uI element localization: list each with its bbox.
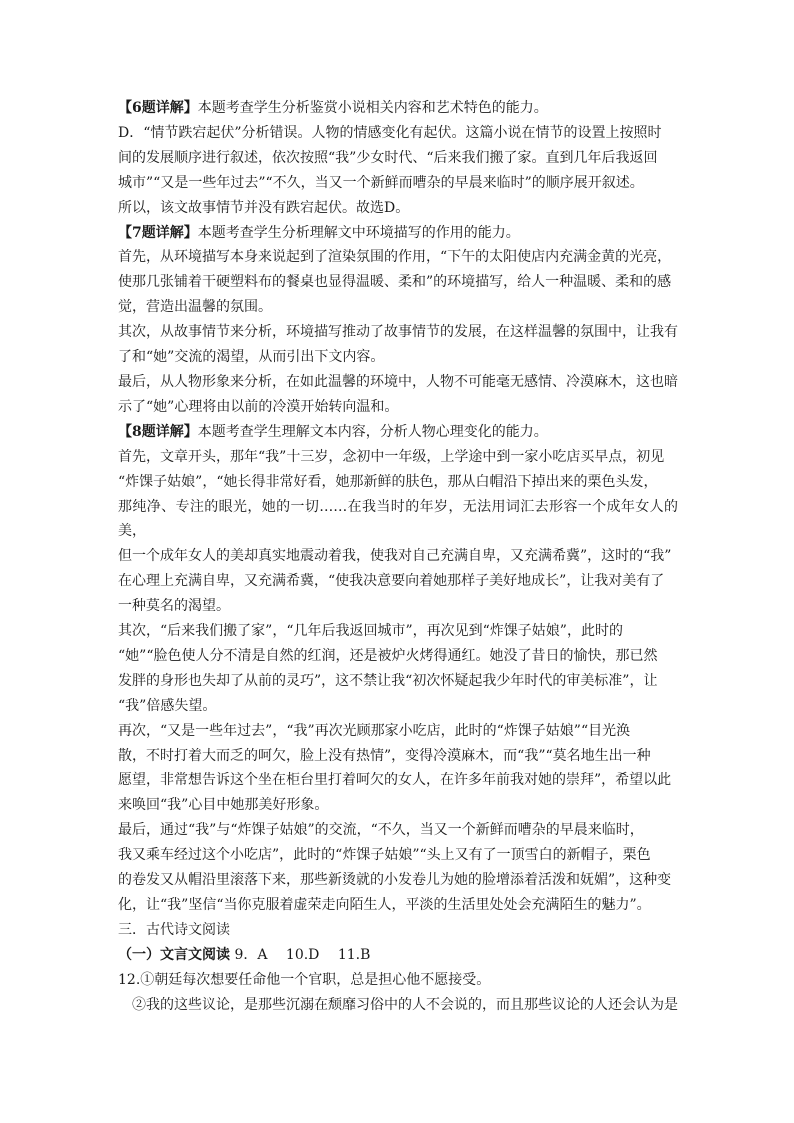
section-3-answers-line (118, 943, 678, 968)
q7-line-2: 使那几张铺着干硬塑料布的餐桌也显得温暖、柔和”的环境描写，给人一种温暖、柔和的感 (118, 274, 672, 291)
q8-line-3: 那纯净、专注的眼光，她的一切……在我当时的年岁，无法用词汇去形容一个成年女人的美， (118, 498, 678, 540)
q7-line-1: 首先，从环境描写本身来说起到了渲染氛围的作用，“下午的太阳使店内充满金黄的光亮， (118, 249, 672, 266)
q8-line-1: 首先，文章开头，那年“我”十三岁，念初中一年级，上学途中到一家小吃店买早点，初见 (118, 448, 665, 465)
q8-line-11: 再次，“又是一些年过去”，“我”再次光顾那家小吃店，此时的“炸馃子姑娘”“目光涣 (118, 722, 631, 739)
q8-line-5: 在心理上充满自卑，又充满希冀，“使我决意要向着她那样子美好地成长”，让我对美有了 (118, 573, 665, 590)
q8-line-8: “她”“脸色使人分不清是自然的红润，还是被炉火烤得通红。她没了昔日的愉快，那已然 (118, 647, 658, 664)
q6-line-1: D．“情节跌宕起伏”分析错误。人物的情感变化有起伏。这篇小说在情节的设置上按照时 (118, 124, 662, 141)
section-3-title: 三．古代诗文阅读 (118, 921, 230, 938)
q6-intro: 本题考查学生分析鉴赏小说相关内容和艺术特色的能力。 (197, 100, 548, 116)
q7-heading: 【7题详解】 (118, 224, 198, 241)
q8-line-13: 愿望，非常想告诉这个坐在柜台里打着呵欠的女人，在许多年前我对她的崇拜”，希望以此 (118, 772, 672, 789)
q6-line-4: 所以，该文故事情节并没有跌宕起伏。故选D。 (118, 199, 410, 216)
q12-line-2: ②我的这些议论，是那些沉溺在颓靡习俗中的人不会说的，而且那些议论的人还会认为是 (132, 996, 678, 1013)
answer-content (118, 96, 678, 1018)
q8-line-2: “炸馃子姑娘”，“她长得非常好看，她那新鲜的肤色，那从白帽沿下掉出来的栗色头发， (118, 473, 658, 490)
q8-line-18: 化，让“我”坚信“当你克服着虚荣走向陌生人，平淡的生活里处处会充满陌生的魅力”。 (118, 897, 651, 913)
q12-line-1: 12.①朝廷每次想要任命他一个官职，总是担心他不愿接受。 (118, 971, 491, 988)
q8-line-4: 但一个成年女人的美却真实地震动着我，使我对自己充满自卑，又充满希冀”，这时的“我” (118, 548, 672, 565)
q8-heading: 【8题详解】 (118, 423, 198, 440)
q7-heading-line (118, 221, 678, 246)
q6-line-2: 间的发展顺序进行叙述，依次按照“我”少女时代、“后来我们搬了家。直到几年后我返回 (118, 149, 658, 166)
q8-line-15: 最后，通过“我”与“炸馃子姑娘”的交流，“不久，当又一个新鲜而嘈杂的早晨来临时， (118, 822, 644, 839)
q7-line-7: 示了“她”心理将由以前的冷漠开始转向温和。 (118, 398, 399, 415)
q7-line-3: 觉，营造出温馨的氛围。 (118, 299, 272, 316)
q7-line-6: 最后，从人物形象来分析，在如此温馨的环境中，人物不可能毫无感情、冷漠麻木，这也暗 (118, 373, 678, 390)
q8-line-7: 其次，“后来我们搬了家”，“几年后我返回城市”，再次见到“炸馃子姑娘”，此时的 (118, 623, 623, 640)
q8-heading-line (118, 420, 678, 445)
q8-line-9: 发胖的身形也失却了从前的灵巧”，这不禁让我“初次怀疑起我少年时代的审美标准”，让 (118, 672, 658, 689)
q6-heading: 【6题详解】 (118, 100, 198, 116)
q7-intro: 本题考查学生分析理解文中环境描写的作用的能力。 (197, 224, 520, 241)
q6-heading-line (118, 96, 678, 121)
q7-line-5: 了和“她”交流的渴望，从而引出下文内容。 (118, 349, 385, 366)
q8-line-12: 散，不时打着大而乏的呵欠，脸上没有热情”，变得冷漠麻木，而“我”“莫名地生出一种 (118, 747, 651, 764)
q6-line-3: 城市”“又是一些年过去”“不久，当又一个新鲜而嘈杂的早晨来临时”的顺序展开叙述。 (118, 174, 644, 191)
q8-line-6: 一种莫名的渴望。 (118, 598, 230, 615)
q8-intro: 本题考查学生理解文本内容，分析人物心理变化的能力。 (197, 423, 548, 440)
classical-reading-heading: （一）文言文阅读 (118, 946, 230, 963)
q7-line-4: 其次，从故事情节来分析，环境描写推动了故事情节的发展，在这样温馨的氛围中，让我有 (118, 324, 678, 341)
q8-line-10: “我”倍感失望。 (118, 697, 217, 714)
q8-line-16: 我又乘车经过这个小吃店”，此时的“炸馃子姑娘”“头上又有了一顶雪白的新帽子，栗色 (118, 847, 651, 864)
q8-line-17: 的卷发又从帽沿里滚落下来，那些新烫就的小发卷儿为她的脸增添着活泼和妩媚”，这种变 (118, 872, 672, 889)
mc-answers: 9．A 10.D 11.B (234, 946, 371, 963)
q8-line-14: 来唤回“我”心目中她那美好形象。 (118, 797, 329, 814)
